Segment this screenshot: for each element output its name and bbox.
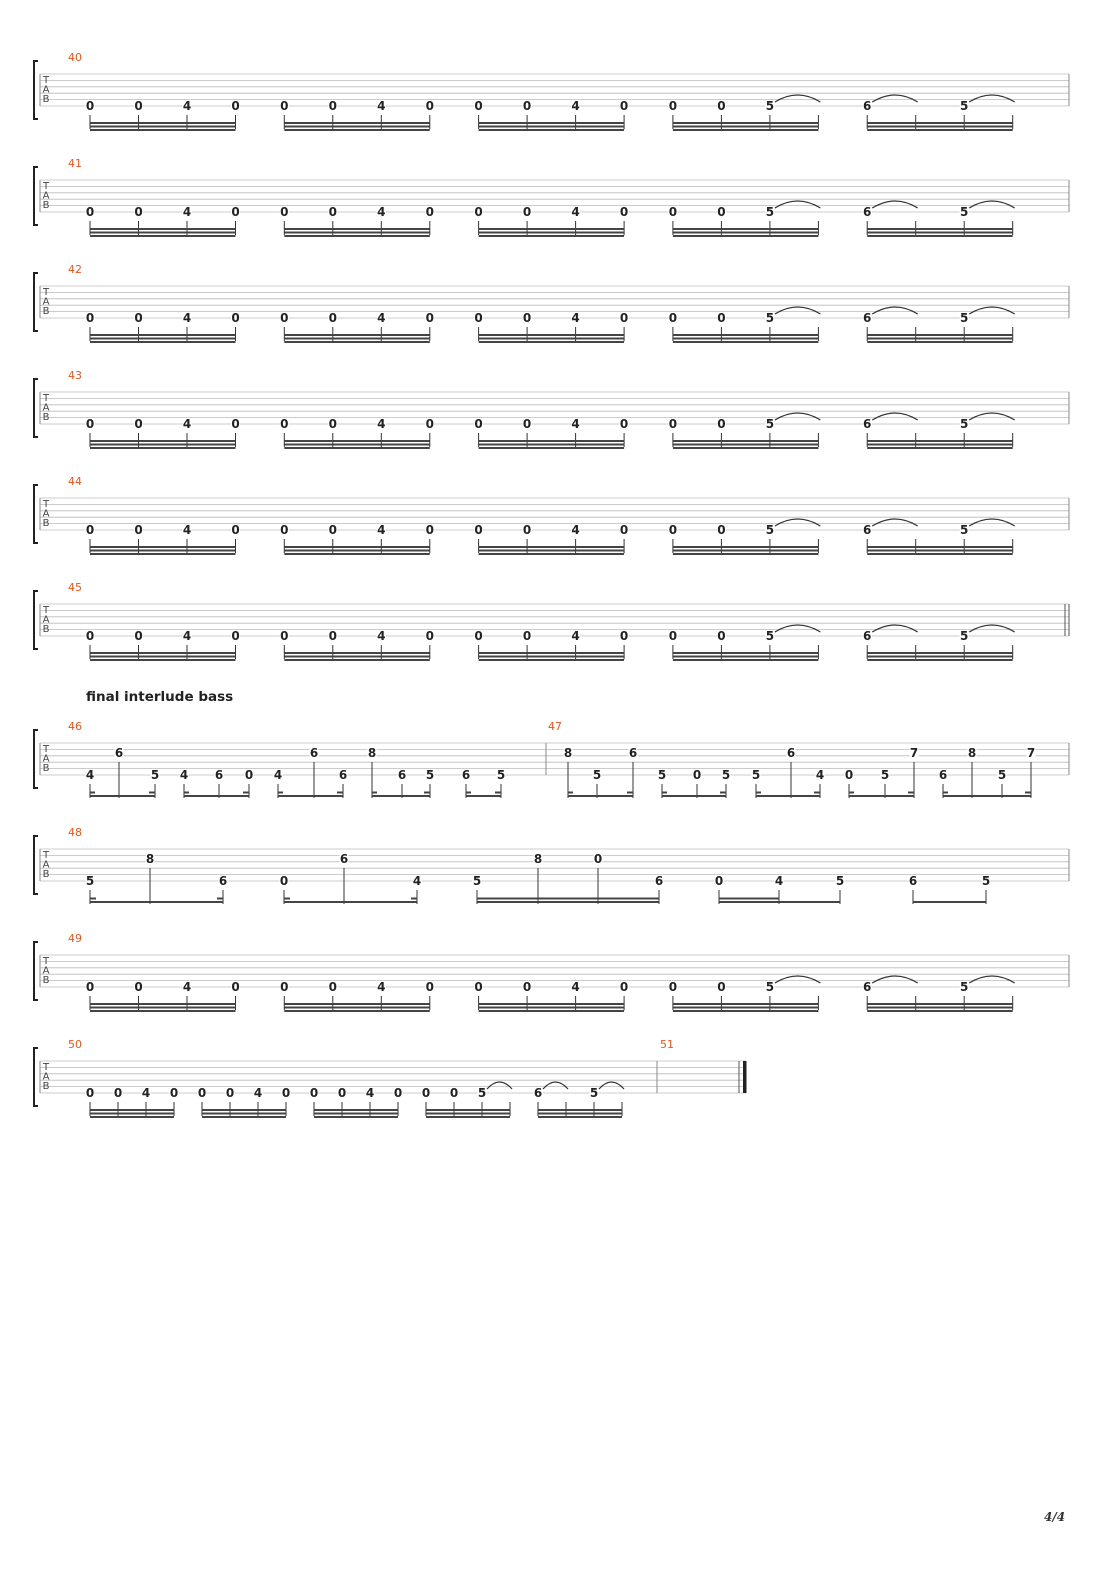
fret-number: 0 xyxy=(425,523,434,537)
tab-clef-letter: T xyxy=(42,605,50,616)
fret-number: 0 xyxy=(231,629,240,643)
fret-number: 4 xyxy=(179,768,189,782)
fret-number: 0 xyxy=(134,523,143,537)
fret-number: 5 xyxy=(751,768,761,782)
fret-number: 5 xyxy=(960,980,969,994)
fret-number: 0 xyxy=(328,980,337,994)
fret-number: 5 xyxy=(835,874,845,888)
tie-arc xyxy=(775,976,821,983)
fret-number: 4 xyxy=(182,417,192,431)
fret-number: 4 xyxy=(182,523,192,537)
fret-number: 6 xyxy=(938,768,948,782)
fret-number: 0 xyxy=(717,417,726,431)
fret-number: 0 xyxy=(328,205,337,219)
fret-number: 0 xyxy=(328,417,337,431)
tab-clef-letter: B xyxy=(42,200,50,211)
tie-arc xyxy=(969,625,1015,632)
fret-number: 0 xyxy=(231,523,240,537)
fret-number: 0 xyxy=(619,99,629,113)
measure-number: 46 xyxy=(68,720,82,733)
fret-number: 5 xyxy=(85,874,95,888)
tie-arc xyxy=(872,976,918,983)
fret-number: 5 xyxy=(981,874,991,888)
measure-number: 49 xyxy=(68,932,82,945)
fret-number: 0 xyxy=(474,311,483,325)
fret-number: 6 xyxy=(339,852,349,866)
fret-number: 4 xyxy=(377,629,386,643)
measure-number: 45 xyxy=(68,581,82,594)
tab-clef-letter: B xyxy=(42,869,50,880)
fret-number: 4 xyxy=(377,523,386,537)
fret-number: 6 xyxy=(397,768,407,782)
tab-clef-letter: A xyxy=(42,753,50,765)
fret-number: 7 xyxy=(909,746,919,760)
fret-number: 5 xyxy=(960,205,969,219)
fret-number: 4 xyxy=(273,768,283,782)
fret-number: 0 xyxy=(280,523,289,537)
fret-number: 0 xyxy=(328,629,337,643)
fret-number: 0 xyxy=(668,311,678,325)
fret-number: 5 xyxy=(765,311,775,325)
fret-number: 5 xyxy=(960,417,969,431)
fret-number: 0 xyxy=(328,99,337,113)
fret-number: 0 xyxy=(85,523,95,537)
fret-number: 0 xyxy=(280,205,289,219)
fret-number: 6 xyxy=(863,417,872,431)
fret-number: 6 xyxy=(533,1086,543,1100)
tie-arc xyxy=(969,976,1015,983)
fret-number: 0 xyxy=(85,99,95,113)
fret-number: 4 xyxy=(377,205,386,219)
fret-number: 0 xyxy=(280,629,289,643)
tab-clef-letter: A xyxy=(42,190,50,202)
fret-number: 0 xyxy=(134,311,143,325)
fret-number: 0 xyxy=(717,311,726,325)
fret-number: 5 xyxy=(472,874,482,888)
measure-number: 42 xyxy=(68,263,82,276)
tie-arc xyxy=(969,519,1015,526)
tie-arc xyxy=(775,307,821,314)
fret-number: 0 xyxy=(668,205,678,219)
system-bracket xyxy=(34,1048,38,1106)
system-bracket xyxy=(34,836,38,894)
fret-number: 4 xyxy=(774,874,784,888)
tie-arc xyxy=(969,413,1015,420)
tab-clef-letter: B xyxy=(42,306,50,317)
fret-number: 4 xyxy=(571,629,580,643)
fret-number: 6 xyxy=(114,746,124,760)
fret-number: 0 xyxy=(280,99,289,113)
system-bracket xyxy=(34,61,38,119)
fret-number: 8 xyxy=(533,852,543,866)
tab-clef-letter: T xyxy=(42,75,50,86)
fret-number: 0 xyxy=(244,768,254,782)
fret-number: 0 xyxy=(619,980,629,994)
fret-number: 4 xyxy=(141,1086,151,1100)
fret-number: 0 xyxy=(474,523,483,537)
fret-number: 0 xyxy=(134,629,143,643)
fret-number: 5 xyxy=(150,768,160,782)
section-title: final interlude bass xyxy=(86,689,234,705)
fret-number: 0 xyxy=(668,980,678,994)
fret-number: 6 xyxy=(908,874,918,888)
tab-clef-letter: T xyxy=(42,956,50,967)
fret-number: 0 xyxy=(425,629,434,643)
fret-number: 0 xyxy=(619,205,629,219)
tab-clef-letter: A xyxy=(42,965,50,977)
fret-number: 6 xyxy=(309,746,319,760)
fret-number: 6 xyxy=(628,746,638,760)
fret-number: 0 xyxy=(717,99,726,113)
fret-number: 0 xyxy=(522,205,532,219)
fret-number: 4 xyxy=(571,311,580,325)
page-number: 4/4 xyxy=(1044,1510,1066,1524)
fret-number: 0 xyxy=(134,980,143,994)
fret-number: 0 xyxy=(522,523,532,537)
fret-number: 0 xyxy=(717,523,726,537)
fret-number: 0 xyxy=(425,417,434,431)
fret-number: 0 xyxy=(393,1086,403,1100)
system-bracket xyxy=(34,730,38,788)
fret-number: 0 xyxy=(425,205,434,219)
fret-number: 6 xyxy=(214,768,224,782)
fret-number: 0 xyxy=(328,311,337,325)
measure-number: 43 xyxy=(68,369,82,382)
fret-number: 5 xyxy=(592,768,602,782)
fret-number: 0 xyxy=(474,629,483,643)
tie-arc xyxy=(775,413,821,420)
fret-number: 0 xyxy=(169,1086,179,1100)
tab-clef-letter: T xyxy=(42,744,50,755)
final-barline-thick xyxy=(743,1061,747,1093)
fret-number: 0 xyxy=(717,980,726,994)
fret-number: 4 xyxy=(377,980,386,994)
measure-number: 48 xyxy=(68,826,82,839)
fret-number: 0 xyxy=(692,768,702,782)
tie-arc xyxy=(775,95,821,102)
fret-number: 0 xyxy=(593,852,603,866)
measure-number: 51 xyxy=(660,1038,674,1051)
tie-arc xyxy=(969,95,1015,102)
fret-number: 4 xyxy=(815,768,825,782)
fret-number: 0 xyxy=(717,205,726,219)
fret-number: 5 xyxy=(589,1086,599,1100)
measure-number: 47 xyxy=(548,720,562,733)
system-bracket xyxy=(34,379,38,437)
fret-number: 6 xyxy=(863,629,872,643)
fret-number: 0 xyxy=(225,1086,235,1100)
tab-clef-letter: B xyxy=(42,412,50,423)
measure-number: 44 xyxy=(68,475,82,488)
fret-number: 0 xyxy=(717,629,726,643)
fret-number: 8 xyxy=(367,746,377,760)
fret-number: 0 xyxy=(425,311,434,325)
fret-number: 6 xyxy=(863,205,872,219)
fret-number: 0 xyxy=(280,417,289,431)
system-bracket xyxy=(34,942,38,1000)
measure-number: 50 xyxy=(68,1038,82,1051)
fret-number: 0 xyxy=(85,205,95,219)
fret-number: 5 xyxy=(765,523,775,537)
fret-number: 6 xyxy=(786,746,796,760)
fret-number: 0 xyxy=(85,1086,95,1100)
fret-number: 5 xyxy=(960,523,969,537)
fret-number: 5 xyxy=(960,311,969,325)
fret-number: 5 xyxy=(960,99,969,113)
fret-number: 0 xyxy=(279,874,289,888)
tab-clef-letter: T xyxy=(42,181,50,192)
fret-number: 5 xyxy=(657,768,667,782)
tab-clef-letter: A xyxy=(42,296,50,308)
fret-number: 6 xyxy=(338,768,348,782)
fret-number: 4 xyxy=(571,205,580,219)
fret-number: 0 xyxy=(85,311,95,325)
system-bracket xyxy=(34,167,38,225)
tab-clef-letter: A xyxy=(42,84,50,96)
fret-number: 4 xyxy=(182,980,192,994)
fret-number: 0 xyxy=(231,980,240,994)
fret-number: 8 xyxy=(563,746,573,760)
fret-number: 4 xyxy=(571,99,580,113)
fret-number: 4 xyxy=(412,874,422,888)
fret-number: 0 xyxy=(714,874,724,888)
fret-number: 0 xyxy=(474,205,483,219)
fret-number: 5 xyxy=(765,980,775,994)
fret-number: 4 xyxy=(571,417,580,431)
fret-number: 6 xyxy=(863,99,872,113)
fret-number: 0 xyxy=(134,205,143,219)
system-bracket xyxy=(34,485,38,543)
measure-number: 40 xyxy=(68,51,82,64)
fret-number: 5 xyxy=(721,768,731,782)
tab-clef-letter: B xyxy=(42,518,50,529)
fret-number: 0 xyxy=(619,629,629,643)
fret-number: 6 xyxy=(863,523,872,537)
fret-number: 4 xyxy=(377,311,386,325)
fret-number: 5 xyxy=(477,1086,487,1100)
fret-number: 0 xyxy=(231,99,240,113)
fret-number: 0 xyxy=(668,99,678,113)
tab-clef-letter: B xyxy=(42,624,50,635)
fret-number: 0 xyxy=(231,205,240,219)
fret-number: 0 xyxy=(421,1086,431,1100)
fret-number: 0 xyxy=(425,980,434,994)
fret-number: 0 xyxy=(522,311,532,325)
tie-arc xyxy=(775,625,821,632)
fret-number: 0 xyxy=(328,523,337,537)
tab-clef-letter: A xyxy=(42,1071,50,1083)
fret-number: 8 xyxy=(145,852,155,866)
tie-arc xyxy=(872,307,918,314)
fret-number: 4 xyxy=(571,980,580,994)
fret-number: 6 xyxy=(863,311,872,325)
fret-number: 0 xyxy=(449,1086,459,1100)
fret-number: 0 xyxy=(668,629,678,643)
tab-clef-letter: B xyxy=(42,1081,50,1092)
system-bracket xyxy=(34,591,38,649)
fret-number: 4 xyxy=(571,523,580,537)
tab-clef-letter: A xyxy=(42,402,50,414)
fret-number: 0 xyxy=(281,1086,291,1100)
fret-number: 0 xyxy=(231,417,240,431)
fret-number: 4 xyxy=(182,629,192,643)
fret-number: 4 xyxy=(365,1086,375,1100)
fret-number: 0 xyxy=(280,311,289,325)
fret-number: 4 xyxy=(85,768,95,782)
tie-arc xyxy=(872,519,918,526)
tie-arc xyxy=(872,625,918,632)
tab-clef-letter: T xyxy=(42,287,50,298)
fret-number: 0 xyxy=(113,1086,123,1100)
fret-number: 4 xyxy=(182,311,192,325)
fret-number: 5 xyxy=(960,629,969,643)
fret-number: 0 xyxy=(619,523,629,537)
fret-number: 5 xyxy=(425,768,435,782)
fret-number: 5 xyxy=(496,768,506,782)
fret-number: 5 xyxy=(997,768,1007,782)
tie-arc xyxy=(599,1082,624,1089)
fret-number: 0 xyxy=(474,980,483,994)
fret-number: 0 xyxy=(85,980,95,994)
tab-clef-letter: B xyxy=(42,94,50,105)
fret-number: 0 xyxy=(522,980,532,994)
fret-number: 0 xyxy=(474,99,483,113)
fret-number: 0 xyxy=(134,417,143,431)
tie-arc xyxy=(775,519,821,526)
fret-number: 8 xyxy=(967,746,977,760)
tie-arc xyxy=(872,413,918,420)
fret-number: 0 xyxy=(522,629,532,643)
fret-number: 0 xyxy=(425,99,434,113)
tab-clef-letter: T xyxy=(42,850,50,861)
tie-arc xyxy=(543,1082,568,1089)
tab-clef-letter: T xyxy=(42,393,50,404)
fret-number: 0 xyxy=(522,99,532,113)
tab-clef-letter: B xyxy=(42,763,50,774)
tab-clef-letter: T xyxy=(42,1062,50,1073)
fret-number: 0 xyxy=(231,311,240,325)
tie-arc xyxy=(969,307,1015,314)
tie-arc xyxy=(969,201,1015,208)
fret-number: 0 xyxy=(844,768,854,782)
fret-number: 0 xyxy=(85,629,95,643)
tab-clef-letter: A xyxy=(42,859,50,871)
fret-number: 0 xyxy=(85,417,95,431)
fret-number: 6 xyxy=(461,768,471,782)
fret-number: 0 xyxy=(619,311,629,325)
fret-number: 6 xyxy=(863,980,872,994)
fret-number: 0 xyxy=(134,99,143,113)
fret-number: 0 xyxy=(337,1086,347,1100)
fret-number: 4 xyxy=(377,417,386,431)
tie-arc xyxy=(487,1082,512,1089)
measure-number: 41 xyxy=(68,157,82,170)
fret-number: 7 xyxy=(1026,746,1036,760)
fret-number: 5 xyxy=(765,205,775,219)
fret-number: 5 xyxy=(765,417,775,431)
fret-number: 4 xyxy=(182,99,192,113)
system-bracket xyxy=(34,273,38,331)
fret-number: 6 xyxy=(654,874,664,888)
fret-number: 0 xyxy=(668,523,678,537)
fret-number: 0 xyxy=(619,417,629,431)
tab-clef-letter: T xyxy=(42,499,50,510)
fret-number: 0 xyxy=(474,417,483,431)
tab-clef-letter: A xyxy=(42,614,50,626)
tie-arc xyxy=(872,95,918,102)
fret-number: 0 xyxy=(197,1086,207,1100)
tie-arc xyxy=(775,201,821,208)
fret-number: 0 xyxy=(668,417,678,431)
fret-number: 5 xyxy=(765,629,775,643)
fret-number: 4 xyxy=(377,99,386,113)
fret-number: 4 xyxy=(253,1086,263,1100)
tab-clef-letter: B xyxy=(42,975,50,986)
fret-number: 4 xyxy=(182,205,192,219)
tab-clef-letter: A xyxy=(42,508,50,520)
tie-arc xyxy=(872,201,918,208)
fret-number: 0 xyxy=(280,980,289,994)
fret-number: 5 xyxy=(765,99,775,113)
fret-number: 5 xyxy=(880,768,890,782)
fret-number: 0 xyxy=(522,417,532,431)
fret-number: 0 xyxy=(309,1086,319,1100)
fret-number: 6 xyxy=(218,874,228,888)
